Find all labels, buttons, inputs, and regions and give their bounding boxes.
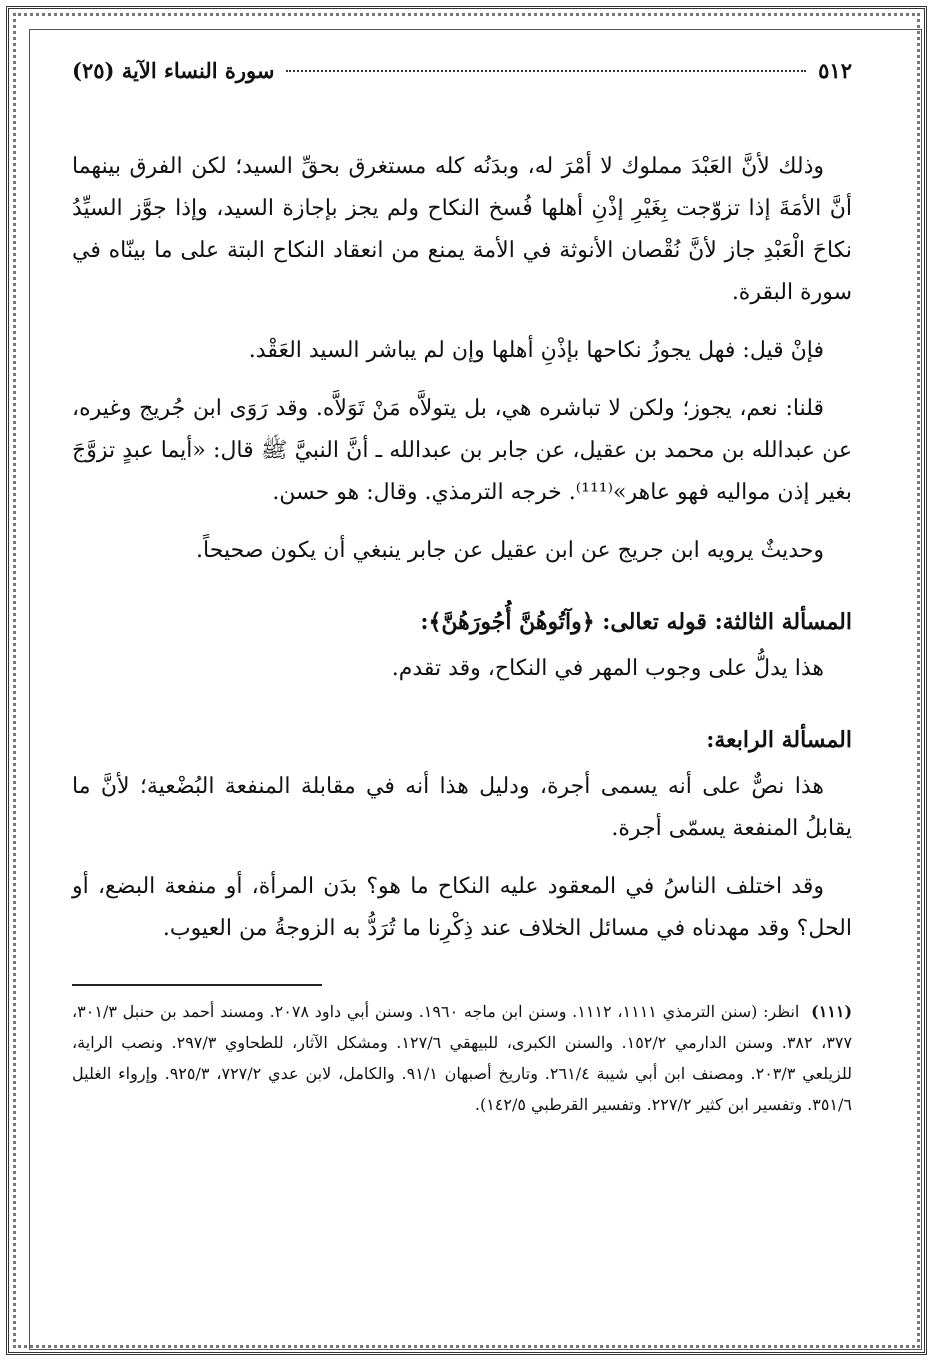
section-3-text: هذا يدلُّ على وجوب المهر في النكاح، وقد تقدم. [391, 656, 824, 681]
footnote-text: انظر: (سنن الترمذي ١١١١، ١١١٢. وسنن ابن ماجه ١٩٦٠. وسنن أبي داود ٢٠٧٨. ومسند أحمد بن حنبل ٣٠١/٣، ٣٧٧، ٣٨٢. وسنن الدارمي ١٥٢/٢. والسنن الكبرى، للبيهقي ١٢٧/٦. ومشكل الآثار، للطحاوي ٢٩٧/٣. ونصب الراية، للزيلعي ٢٠٣/٣. ومصنف ابن أبي شيبة ٢٦١/٤. وتاريخ أصبهان ٩١/١. والكامل، لابن عدي ٧٢٧/٢، ٩٢٥/٣. وإرواء الغليل ٣٥١/٦. وتفسير ابن كثير ٢٢٧/٢. وتفسير القرطبي ١٤٢/٥). [72, 1002, 853, 1114]
section-4-paragraph-1: هذا نصٌّ على أنه يسمى أجرة، ودليل هذا أنه في مقابلة المنفعة البُضْعية؛ لأنَّ ما يقابلُ المنفعة يسمّى أجرة. [72, 774, 852, 841]
paragraph-2: فإنْ قيل: فهل يجوزُ نكاحها بإذْنِ أهلها وإن لم يباشر السيد العَقْد. [248, 338, 824, 363]
section-4-paragraph-2: وقد اختلف الناسُ في المعقود عليه النكاح ما هو؟ بدَن المرأة، أو منفعة البضع، أو الحل؟ وقد مهدناه في مسائل الخلاف عند ذِكْرِنا ما تُرَدُّ به الزوجةُ من العيوب. [72, 874, 852, 941]
page-content [72, 58, 852, 1328]
paragraph-3: قلنا: نعم، يجوز؛ ولكن لا تباشره هي، بل يتولاَّه مَنْ تَوَلاَّه. وقد رَوَى ابن جُريج وغيره، عن عبدالله بن محمد بن عقيل، عن جابر بن عبدالله ـ أنَّ النبيَّ ﷺ قال: «أيما عبدٍ تزوَّجَ بغير إذن مواليه فهو عاهر»⁽¹¹¹⁾. خرجه الترمذي. وقال: هو حسن. [72, 396, 852, 505]
header-dot-leader [286, 70, 806, 72]
paragraph-1: وذلك لأنَّ العَبْدَ مملوك لا أمْرَ له، وبدَنُه كله مستغرق بحقِّ السيد؛ لكن الفرق بينهما أنَّ الأمَةَ إذا تزوّجت بِغَيْرِ إذْنِ أهلها فُسخ النكاح ولم يجز بإجازة السيد، وإذا جوَّز السيِّدُ نكاحَ الْعَبْدِ جاز لأنَّ نُقْصان الأنوثة في الأمة يمنع من انعقاد النكاح البتة على ما بينّاه في سورة البقرة. [72, 154, 852, 305]
running-title: سورة النساء الآية (٢٥) [72, 58, 275, 83]
running-header [72, 58, 852, 98]
page-number: ٥١٢ [818, 58, 852, 83]
paragraph-4: وحديثٌ يرويه ابن جريج عن ابن عقيل عن جابر ينبغي أن يكون صحيحاً. [196, 538, 824, 563]
footnote-separator [72, 984, 322, 986]
body-text [72, 146, 852, 1120]
section-4-heading: المسألة الرابعة: [706, 727, 852, 753]
section-3-heading: المسألة الثالثة: قوله تعالى: ﴿وآتُوهُنَّ أُجُورَهُنَّ﴾: [420, 609, 852, 635]
footnote [72, 996, 852, 1120]
footnote-number: (١١١) [811, 1002, 853, 1021]
